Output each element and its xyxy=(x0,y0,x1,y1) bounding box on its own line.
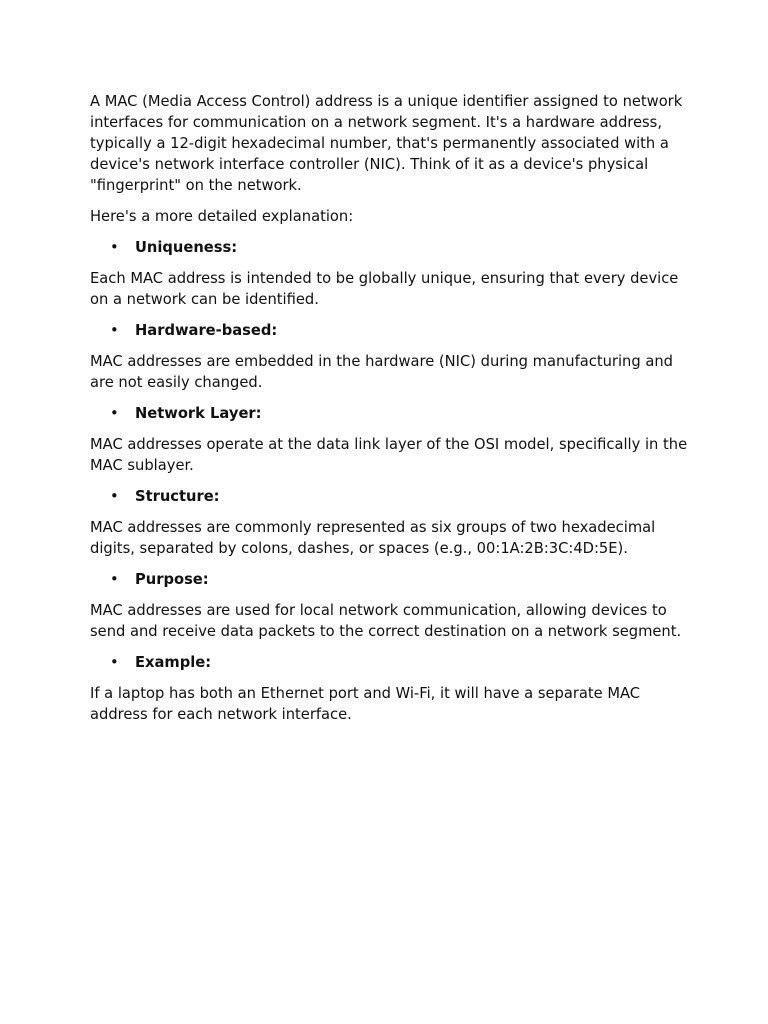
section-heading-structure xyxy=(90,486,690,507)
bullet-icon: • xyxy=(110,405,119,422)
lead-paragraph: Here's a more detailed explanation: xyxy=(90,208,354,225)
section-body-uniqueness: Each MAC address is intended to be globally unique, ensuring that every device on a network can be identified. xyxy=(90,270,679,308)
section-body-network-layer: MAC addresses operate at the data link layer of the OSI model, specifically in the MAC sublayer. xyxy=(90,436,688,474)
section-body-example: If a laptop has both an Ethernet port and Wi-Fi, it will have a separate MAC address for each network interface. xyxy=(90,685,641,723)
section-heading-uniqueness xyxy=(90,237,690,258)
bullet-icon: • xyxy=(110,571,119,588)
section-heading-label: Hardware-based: xyxy=(135,322,278,339)
document-body xyxy=(90,91,690,735)
section-heading-label: Network Layer: xyxy=(135,405,262,422)
section-body-purpose: MAC addresses are used for local network communication, allowing devices to send and receive data packets to the correct destination on a network segment. xyxy=(90,602,682,640)
bullet-icon: • xyxy=(110,488,119,505)
bullet-icon: • xyxy=(110,322,119,339)
section-body-hardware-based: MAC addresses are embedded in the hardware (NIC) during manufacturing and are not easily changed. xyxy=(90,353,673,391)
section-heading-example xyxy=(90,652,690,673)
section-heading-label: Uniqueness: xyxy=(135,239,238,256)
section-heading-label: Purpose: xyxy=(135,571,209,588)
section-body-structure: MAC addresses are commonly represented as six groups of two hexadecimal digits, separated by colons, dashes, or spaces (e.g., 00:1A:2B:3C:4D:5E). xyxy=(90,519,656,557)
section-heading-network-layer xyxy=(90,403,690,424)
section-heading-label: Example: xyxy=(135,654,212,671)
section-heading-hardware-based xyxy=(90,320,690,341)
bullet-icon: • xyxy=(110,654,119,671)
bullet-icon: • xyxy=(110,239,119,256)
section-heading-purpose xyxy=(90,569,690,590)
intro-paragraph: A MAC (Media Access Control) address is a unique identifier assigned to network interfaces for communication on a network segment. It's a hardware address, typically a 12-digit hexadecimal number, that's permanently associated with a device's network interface controller (NIC). Think of it as a device's physical "fingerprint" on the network. xyxy=(90,93,683,194)
section-heading-label: Structure: xyxy=(135,488,220,505)
